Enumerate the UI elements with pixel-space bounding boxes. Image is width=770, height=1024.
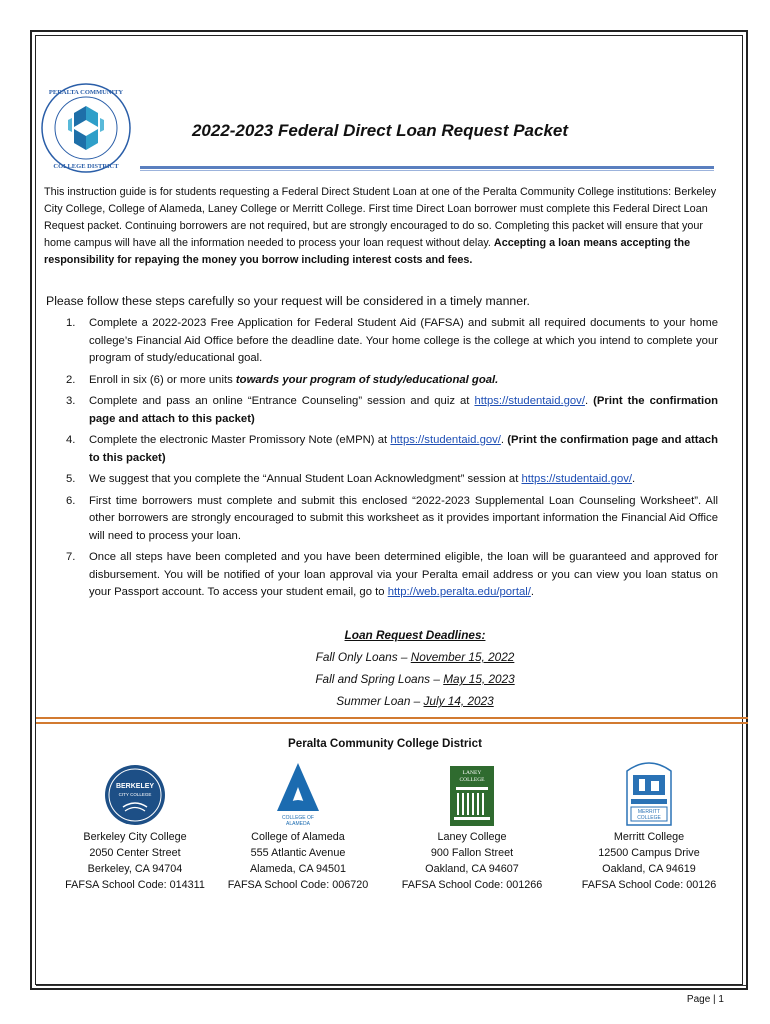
svg-text:CITY COLLEGE: CITY COLLEGE xyxy=(118,792,152,797)
step-4-text: Complete the electronic Master Promissory Note (eMPN) at xyxy=(89,434,391,446)
svg-text:COLLEGE DISTRICT: COLLEGE DISTRICT xyxy=(53,163,119,170)
intro-paragraph xyxy=(44,184,720,269)
svg-text:COLLEGE: COLLEGE xyxy=(637,815,661,821)
district-name: Peralta Community College District xyxy=(288,737,482,750)
berkeley-logo xyxy=(103,763,167,827)
alameda-logo xyxy=(273,761,323,827)
step-4-note: (Print the confirmation page and attach to this packet) xyxy=(89,434,718,464)
intro-warning: Accepting a loan means accepting the responsibility for repaying the money you borrow including interest costs and fees. xyxy=(44,237,691,266)
page-number: Page | 1 xyxy=(686,994,724,1005)
studentaid-link[interactable]: https://studentaid.gov/ xyxy=(521,473,633,485)
college-street: 900 Fallon Street xyxy=(430,847,514,859)
footer-divider-2 xyxy=(36,722,748,724)
studentaid-link[interactable]: https://studentaid.gov/ xyxy=(390,434,501,446)
steps-list xyxy=(46,315,718,606)
deadline-spring-label: Fall and Spring Loans – xyxy=(315,672,444,686)
step-7-text: Once all steps have been completed and you have been determined eligible, the loan will be guaranteed and approved for disbursement. You will be notified of your loan approval via your Peralta email address or you can view you loan status on your Passport account. To access your student email, go to xyxy=(89,551,718,598)
step-2: 2. Enroll in six (6) or more units towards your program of study/educational goal. xyxy=(66,373,499,386)
svg-text:COLLEGE OF: COLLEGE OF xyxy=(282,815,314,821)
college-street: 555 Atlantic Avenue xyxy=(250,847,346,859)
page-title: 2022-2023 Federal Direct Loan Request Packet xyxy=(191,121,569,140)
college-laney xyxy=(387,755,557,893)
college-name: College of Alameda xyxy=(251,831,345,843)
deadline-fall-date: November 15, 2022 xyxy=(410,650,515,664)
college-merritt xyxy=(564,755,734,893)
title-divider xyxy=(140,166,714,169)
step-2-text: Enroll in six (6) or more units xyxy=(89,373,236,386)
college-name: Berkeley City College xyxy=(83,831,187,843)
step-3-note: (Print the confirmation page and attach to this packet) xyxy=(89,395,718,425)
college-code: FAFSA School Code: 001266 xyxy=(401,879,543,891)
step-1: 1. Complete a 2022-2023 Free Application for Federal Student Aid (FAFSA) and submit all required documents to your home college’s Financial Aid Office before the deadline date. Your home college is the college at which you intend to complete your program of study/educational goal. xyxy=(66,317,718,364)
portal-link[interactable]: http://web.peralta.edu/portal/ xyxy=(387,586,531,598)
step-7: 7. Once all steps have been completed and you have been determined eligible, the loan will be guaranteed and approved for disbursement. You will be notified of your loan approval via your Peralta email address or you can view you loan status on your Passport account. To access your student email, go to http://web.peralta.edu/portal/. xyxy=(66,551,718,598)
deadline-fall xyxy=(230,646,600,668)
title-divider-thin xyxy=(140,170,714,171)
college-name: Laney College xyxy=(437,831,507,843)
svg-text:LANEY: LANEY xyxy=(462,770,482,776)
college-city: Oakland, CA 94619 xyxy=(602,863,696,875)
college-alameda xyxy=(213,755,383,893)
step-5: 5. We suggest that you complete the “Annual Student Loan Acknowledgment” session at https://studentaid.gov/. xyxy=(66,473,636,485)
step-6: 6. First time borrowers must complete and submit this enclosed “2022-2023 Supplemental Loan Counseling Worksheet”. All other borrowers are strongly encouraged to submit this worksheet as it provides important information the Financial Aid Office will need to process your loan. xyxy=(66,494,718,542)
svg-text:COLLEGE: COLLEGE xyxy=(459,777,485,783)
peralta-district-logo xyxy=(40,82,132,174)
college-city: Alameda, CA 94501 xyxy=(249,863,347,875)
intro-text: This instruction guide is for students requesting a Federal Direct Student Loan at one of the Peralta Community College institutions: Berkeley City College, College of Alameda, Laney College or Merritt College. First time Direct Loan borrower must complete this Federal Direct Loan Request packet. Continuing borrowers are not required, but are strongly encouraged to do so. Completing this packet will ensure that your home campus will have all the information needed to process your loan request without delay. xyxy=(44,186,717,249)
deadline-summer-label: Summer Loan – xyxy=(336,694,424,708)
college-code: FAFSA School Code: 014311 xyxy=(65,879,205,891)
deadlines-heading: Loan Request Deadlines: xyxy=(344,628,486,642)
step-7-end: . xyxy=(530,586,535,598)
loan-deadlines xyxy=(230,624,600,712)
merritt-logo xyxy=(625,761,673,827)
step-3-text: Complete and pass an online “Entrance Counseling” session and quiz at xyxy=(89,395,475,407)
page-footer-rule xyxy=(36,985,746,986)
college-street: 2050 Center Street xyxy=(89,847,181,859)
step-2-emphasis: towards your program of study/educational goal. xyxy=(235,373,499,386)
step-3: 3. Complete and pass an online “Entrance Counseling” session and quiz at https://studentaid.gov/. (Print the confirmation page and attach to this packet) xyxy=(66,395,718,425)
laney-logo xyxy=(449,765,495,827)
college-city: Berkeley, CA 94704 xyxy=(87,863,183,875)
steps-intro: Please follow these steps carefully so your request will be considered in a timely manner. xyxy=(46,294,530,308)
deadline-summer xyxy=(230,690,600,712)
college-code: FAFSA School Code: 00126 xyxy=(581,879,717,891)
footer-divider xyxy=(36,717,748,719)
college-berkeley xyxy=(50,755,220,893)
step-3-sep: . xyxy=(584,395,594,407)
svg-text:ALAMEDA: ALAMEDA xyxy=(286,821,310,827)
step-1-text: Complete a 2022-2023 Free Application for Federal Student Aid (FAFSA) and submit all required documents to your home college’s Financial Aid Office before the deadline date. Your home college is the college at which you intend to complete your program of study/educational goal. xyxy=(89,317,718,364)
step-5-text: We suggest that you complete the “Annual Student Loan Acknowledgment” session at xyxy=(89,473,522,485)
step-5-end: . xyxy=(632,473,636,485)
deadline-spring-date: May 15, 2023 xyxy=(443,672,515,686)
svg-text:PERALTA COMMUNITY: PERALTA COMMUNITY xyxy=(48,89,124,96)
college-street: 12500 Campus Drive xyxy=(598,847,700,859)
step-4-sep: . xyxy=(500,434,508,446)
college-code: FAFSA School Code: 006720 xyxy=(227,879,369,891)
deadline-fall-label: Fall Only Loans – xyxy=(315,650,411,664)
svg-text:MERRITT: MERRITT xyxy=(637,809,661,815)
step-6-text: First time borrowers must complete and submit this enclosed “2022-2023 Supplemental Loan Counseling Worksheet”. All other borrowers are strongly encouraged to submit this worksheet as it provides important information the Financial Aid Office will need to process your loan. xyxy=(89,494,718,542)
studentaid-link[interactable]: https://studentaid.gov/ xyxy=(474,395,585,407)
svg-text:BERKELEY: BERKELEY xyxy=(115,783,155,790)
deadline-summer-date: July 14, 2023 xyxy=(423,694,494,708)
college-name: Merritt College xyxy=(613,831,685,843)
deadline-spring xyxy=(230,668,600,690)
college-city: Oakland, CA 94607 xyxy=(425,863,519,875)
step-4: 4. Complete the electronic Master Promissory Note (eMPN) at https://studentaid.gov/. (Print the confirmation page and attach to this packet) xyxy=(66,434,718,464)
